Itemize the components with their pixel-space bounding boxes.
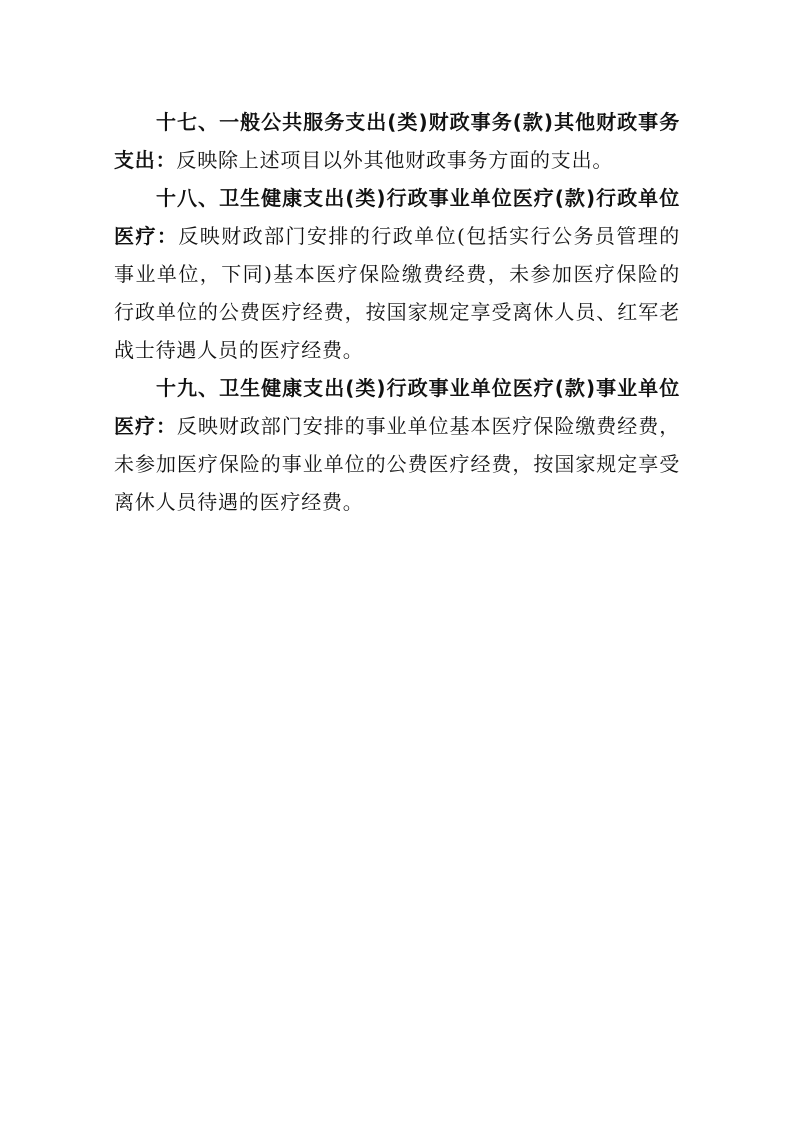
paragraph-item-17: [114, 103, 680, 179]
item-19-heading: 十九、卫生健康支出(类)行政事业单位医疗(款)事业单位医疗：: [114, 376, 680, 438]
item-18-body: 反映财政部门安排的行政单位(包括实行公务员管理的事业单位，下同)基本医疗保险缴费经费，未参加医疗保险的行政单位的公费医疗经费，按国家规定享受离休人员、红军老战士待遇人员的医疗经费。: [114, 224, 680, 362]
item-18-heading: 十八、卫生健康支出(类)行政事业单位医疗(款)行政单位医疗：: [114, 186, 680, 248]
item-17-body: 反映除上述项目以外其他财政事务方面的支出。: [176, 148, 614, 172]
paragraph-item-19: [114, 369, 680, 521]
document-page: [114, 103, 680, 521]
paragraph-item-18: [114, 179, 680, 369]
item-19-body: 反映财政部门安排的事业单位基本医疗保险缴费经费，未参加医疗保险的事业单位的公费医疗经费，按国家规定享受离休人员待遇的医疗经费。: [114, 414, 681, 514]
item-17-heading: 十七、一般公共服务支出(类)财政事务(款)其他财政事务支出：: [114, 110, 680, 172]
